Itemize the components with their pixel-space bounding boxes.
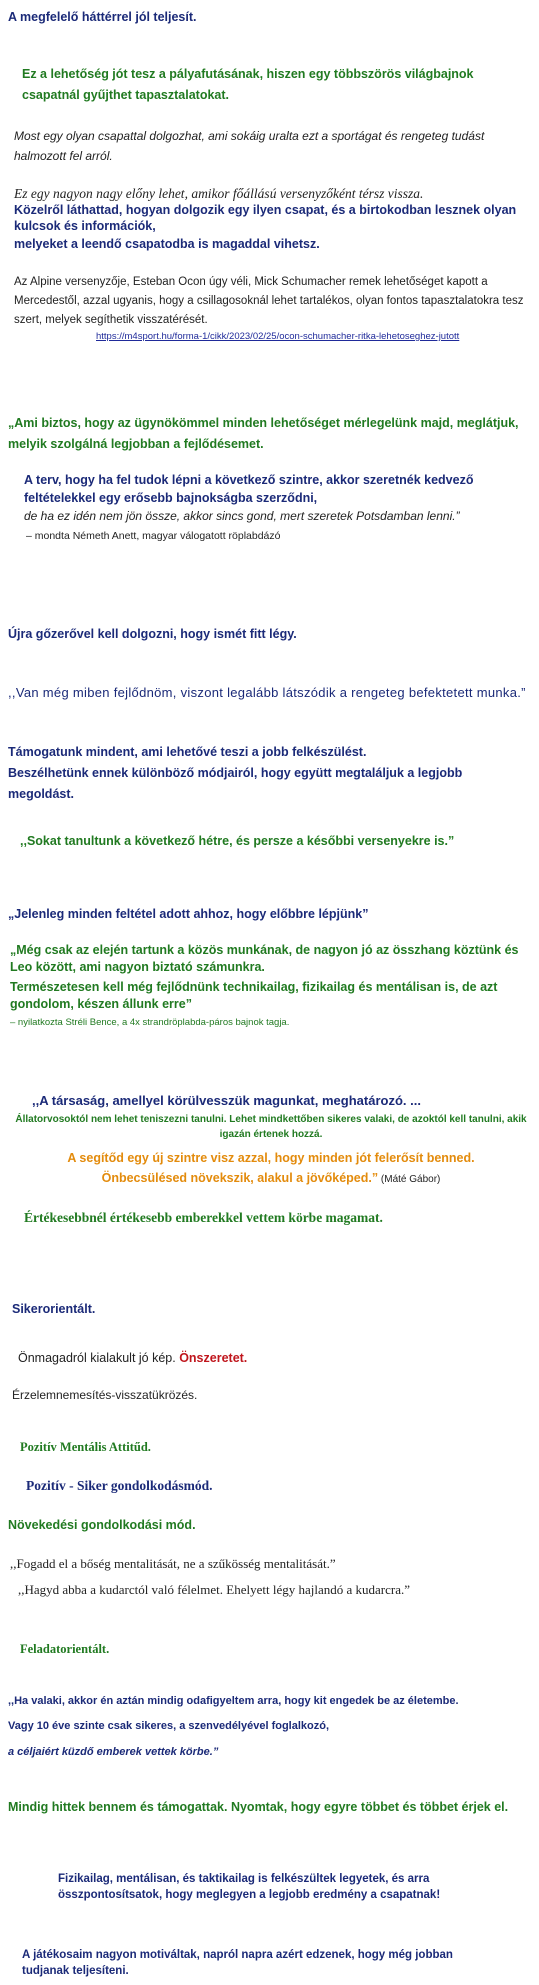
article-link[interactable]: https://m4sport.hu/forma-1/cikk/2023/02/25/ocon-schumacher-ritka-lehetoseghez-jutott	[96, 331, 460, 342]
label-positive-mindset: Pozitív - Siker gondolkodásmód.	[26, 1478, 213, 1493]
attribution-streli-bence: – nyilatkozta Stréli Bence, a 4x strandröplabda-páros bajnok tagja.	[10, 1017, 290, 1028]
text-motivated-players: A játékosaim nagyon motiváltak, napról napra azért edzenek, hogy még jobban tudjanak teljesíteni.	[22, 1949, 453, 1977]
attribution-nemeth-anett: – mondta Németh Anett, magyar válogatott röplabdázó	[26, 530, 281, 542]
quote-opportunity: Ez a lehetőség jót tesz a pályafutásának, hiszen egy többszörös világbajnok csapatnál gyűjthet tapasztalatokat.	[22, 67, 474, 102]
quote-successful-people: Vagy 10 éve szinte csak sikeres, a szenvedélyével foglalkozó,	[8, 1720, 330, 1732]
quote-improvement: ,,Van még miben fejlődnöm, viszont legalább látszódik a rengeteg befektetett munka.”	[8, 685, 526, 700]
quote-learned-a-lot: ,,Sokat tanultunk a következő hétre, és persze a későbbi versenyekre is.”	[20, 834, 455, 848]
attribution-mate-gabor: (Máté Gábor)	[378, 1174, 441, 1185]
text-work-hard: Újra gőzerővel kell dolgozni, hogy ismét fitt légy.	[8, 627, 297, 641]
quote-abundance: ,,Fogadd el a bőség mentalitását, ne a szűkösség mentalitását.”	[10, 1556, 336, 1571]
text-self-love: Önszeretet.	[179, 1351, 248, 1365]
text-ocon-article: Az Alpine versenyzője, Esteban Ocon úgy véli, Mick Schumacher remek lehetőséget kapott a Mercedestől, azzal ugyanis, hogy a csillagosoknál lehet tartalékos, olyan fontos tapasztalatokra tesz szert, melyek segíthetik visszatérését.	[14, 276, 524, 326]
text-support-everything: Támogatunk mindent, ami lehetővé teszi a jobb felkészülést.	[8, 745, 367, 759]
quote-potsdam: de ha ez idén nem jön össze, akkor sincs gond, mert szeretek Potsdamban lenni.”	[24, 509, 460, 523]
quote-goal-fighters: a céljaiért küzdő emberek vettek körbe.”	[8, 1746, 219, 1758]
text-big-advantage: Ez egy nagyon nagy előny lehet, amikor főállású versenyzőként térsz vissza.	[14, 186, 424, 201]
text-self-image-line	[18, 1350, 518, 1366]
heading-good-background: A megfelelő háttérrel jól teljesít.	[8, 10, 197, 24]
label-growth-mindset: Növekedési gondolkodási mód.	[8, 1518, 196, 1532]
label-success-oriented: Sikerorientált.	[12, 1302, 96, 1316]
text-believed-in-me: Mindig hittek bennem és támogattak. Nyomtak, hogy egyre többet és többet érjek el.	[8, 1800, 509, 1814]
text-take-with-you: melyeket a leendő csapatodba is magaddal vihetsz.	[14, 237, 320, 251]
quote-self-esteem-line	[10, 1168, 532, 1190]
label-task-oriented: Feladatorientált.	[20, 1642, 110, 1656]
quote-self-esteem: Önbecsülésed növekszik, alakul a jövőképed.”	[101, 1171, 379, 1185]
quote-vets-tennis: Állatorvosoktól nem lehet teniszezni tanulni. Lehet mindkettőben sikeres valaki, de azoktól kell tanulni, akik igazán értenek hozzá.	[15, 1114, 527, 1140]
text-find-solution: Beszélhetünk ennek különböző módjairól, hogy együtt megtaláljuk a legjobb megoldást.	[8, 766, 463, 801]
quote-ready: Természetesen kell még fejlődnünk technikailag, fizikailag és mentálisan is, de azt gondolom, készen állunk erre”	[10, 980, 498, 1011]
text-self-image: Önmagadról kialakult jó kép.	[18, 1351, 180, 1365]
quote-helper-level: A segítőd egy új szintre visz azzal, hogy minden jót felerősít benned.	[67, 1151, 475, 1165]
quote-agent: „Ami biztos, hogy az ügynökömmel minden lehetőséget mérlegelünk majd, meglátjuk, melyik szolgálná legjobban a fejlődésemet.	[8, 416, 519, 451]
text-team-knowledge: Most egy olyan csapattal dolgozhat, ami sokáig uralta ezt a sportágat és rengeteg tudást halmozott fel arról.	[14, 129, 485, 163]
text-keys-information: Közelről láthattad, hogyan dolgozik egy ilyen csapat, és a birtokodban lesznek olyan kulcsok és információk,	[14, 203, 517, 233]
quote-early-stage: „Még csak az elején tartunk a közös munkának, de nagyon jó az összhang köztünk és Leo között, ami nagyon biztató számunkra.	[10, 943, 519, 974]
text-prepare-team: Fizikailag, mentálisan, és taktikailag is felkészültek legyetek, és arra összpontosítsatok, hogy meglegyen a legjobb eredmény a csapatnak!	[58, 1873, 441, 1901]
quote-who-to-let-in: ,,Ha valaki, akkor én aztán mindig odafigyeltem arra, hogy kit engedek be az életembe.	[8, 1695, 459, 1707]
text-valuable-people: Értékesebbnél értékesebb emberekkel vettem körbe magamat.	[24, 1210, 383, 1225]
label-positive-attitude: Pozitív Mentális Attitűd.	[20, 1440, 151, 1454]
quote-fear-of-failure: ,,Hagyd abba a kudarctól való félelmet. Ehelyett légy hajlandó a kudarcra.”	[18, 1582, 410, 1597]
quote-conditions-given: „Jelenleg minden feltétel adott ahhoz, hogy előbbre lépjünk”	[8, 907, 369, 921]
text-emotion-reflection: Érzelemnemesítés-visszatükrözés.	[12, 1388, 198, 1402]
quote-plan: A terv, hogy ha fel tudok lépni a következő szintre, akkor szeretnék kedvező feltételekkel egy erősebb bajnokságba szerződni,	[24, 473, 474, 505]
quote-company-matters: ,,A társaság, amellyel körülvesszük magunkat, meghatározó. ...	[32, 1093, 421, 1108]
